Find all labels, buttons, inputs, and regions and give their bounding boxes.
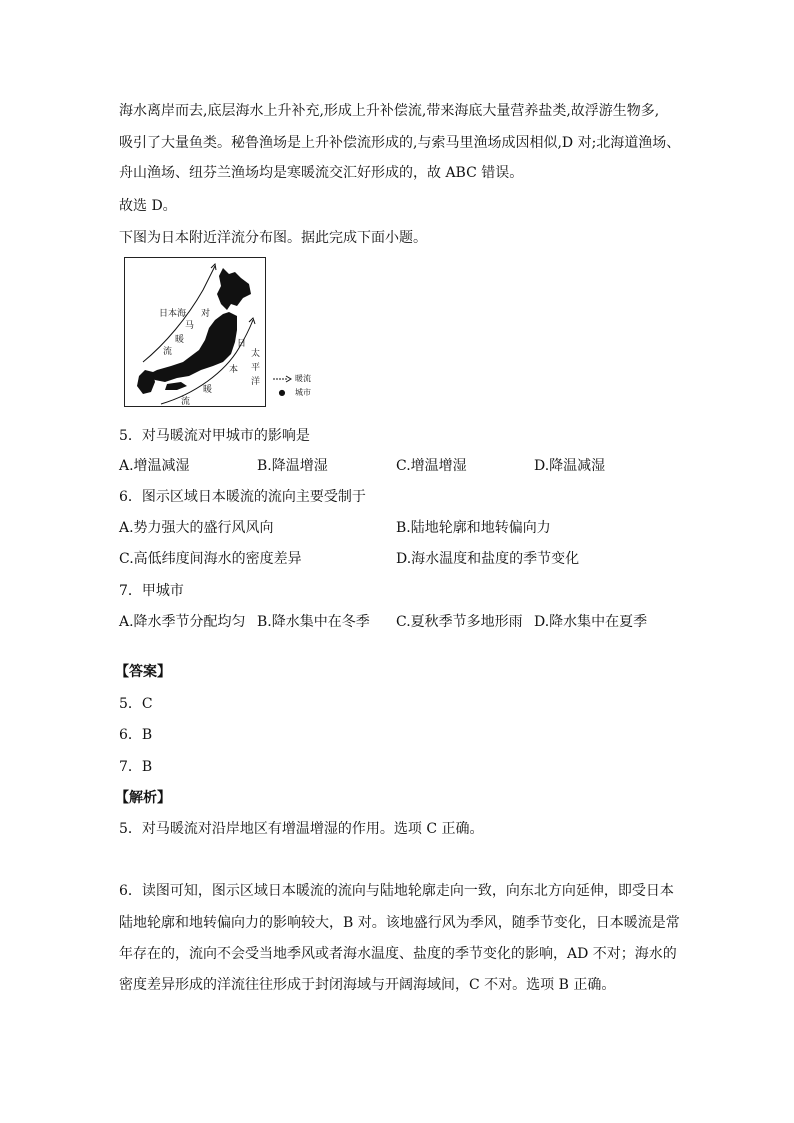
map-label: 马 bbox=[185, 321, 195, 331]
kyushu-landmass bbox=[137, 370, 155, 394]
map-label: 暖 bbox=[203, 385, 213, 395]
japan-current-map bbox=[124, 257, 266, 407]
map-label: 日本海 bbox=[159, 309, 187, 319]
question-option: C.夏秋季节多地形雨 bbox=[396, 614, 523, 630]
question-option: B.降水集中在冬季 bbox=[257, 614, 370, 630]
answer-item: 5．C bbox=[119, 696, 153, 712]
city-dot-icon: ● bbox=[278, 388, 286, 397]
answer-heading: 【答案】 bbox=[115, 664, 171, 680]
map-label: 流 bbox=[181, 397, 191, 407]
shikoku-landmass bbox=[165, 382, 187, 390]
legend-city bbox=[272, 386, 311, 400]
hokkaido-landmass bbox=[217, 268, 251, 310]
analysis-line: 5．对马暖流对沿岸地区有增温增湿的作用。选项 C 正确。 bbox=[119, 821, 484, 837]
question-option: C.高低纬度间海水的密度差异 bbox=[119, 551, 302, 567]
paragraph-line: 海水离岸而去,底层海水上升补充,形成上升补偿流,带来海底大量营养盐类,故浮游生物多, bbox=[119, 103, 660, 119]
map-label: 太 bbox=[251, 349, 261, 359]
analysis-line: 陆地轮廓和地转偏向力的影响较大，B 对。该地盛行风为季风，随季节变化，日本暖流是常 bbox=[119, 915, 680, 931]
warm-current-arrow-icon bbox=[272, 375, 292, 383]
question-option: B.降温增湿 bbox=[257, 458, 328, 474]
map-label: 本 bbox=[229, 365, 239, 375]
paragraph-line: 故选 D。 bbox=[119, 198, 177, 214]
map-label: 对 bbox=[201, 309, 211, 319]
analysis-line: 密度差异形成的洋流往往形成于封闭海域与开阔海域间，C 不对。选项 B 正确。 bbox=[119, 977, 616, 993]
question-option: B.陆地轮廓和地转偏向力 bbox=[396, 520, 551, 536]
legend-warm-current bbox=[272, 372, 311, 386]
question-option: A.降水季节分配均匀 bbox=[119, 614, 246, 630]
question-option: D.海水温度和盐度的季节变化 bbox=[396, 551, 580, 567]
analysis-line: 年存在的，流向不会受当地季风或者海水温度、盐度的季节变化的影响，AD 不对；海水的 bbox=[119, 946, 677, 962]
question-stem: 6．图示区域日本暖流的流向主要受制于 bbox=[119, 489, 366, 505]
question-option: C.增温增湿 bbox=[396, 458, 467, 474]
paragraph-line: 舟山渔场、纽芬兰渔场均是寒暖流交汇好形成的，故 ABC 错误。 bbox=[119, 165, 524, 181]
map-label: 暖 bbox=[175, 335, 185, 345]
analysis-line: 6．读图可知，图示区域日本暖流的流向与陆地轮廓走向一致，向东北方向延伸，即受日本 bbox=[119, 883, 674, 899]
map-label: 平 bbox=[251, 363, 261, 373]
question-stem: 7．甲城市 bbox=[119, 583, 184, 599]
answer-item: 7．B bbox=[119, 759, 153, 775]
legend-label: 城市 bbox=[295, 388, 311, 397]
legend-label: 暖流 bbox=[295, 374, 311, 383]
answer-item: 6．B bbox=[119, 727, 153, 743]
question-option: D.降水集中在夏季 bbox=[534, 614, 648, 630]
paragraph-line: 吸引了大量鱼类。秘鲁渔场是上升补偿流形成的,与索马里渔场成因相似,D 对;北海道渔场、 bbox=[119, 135, 681, 151]
map-svg bbox=[125, 258, 266, 407]
map-label: 流 bbox=[163, 347, 173, 357]
question-stem: 5．对马暖流对甲城市的影响是 bbox=[119, 428, 310, 444]
question-option: A.增温减湿 bbox=[119, 458, 190, 474]
question-option: D.降温减湿 bbox=[534, 458, 606, 474]
map-label: 日 bbox=[237, 339, 247, 349]
analysis-heading: 【解析】 bbox=[115, 790, 171, 806]
map-legend bbox=[272, 372, 311, 400]
intro-text: 下图为日本附近洋流分布图。据此完成下面小题。 bbox=[119, 230, 427, 246]
map-label: 洋 bbox=[251, 377, 261, 387]
question-option: A.势力强大的盛行风风向 bbox=[119, 520, 274, 536]
